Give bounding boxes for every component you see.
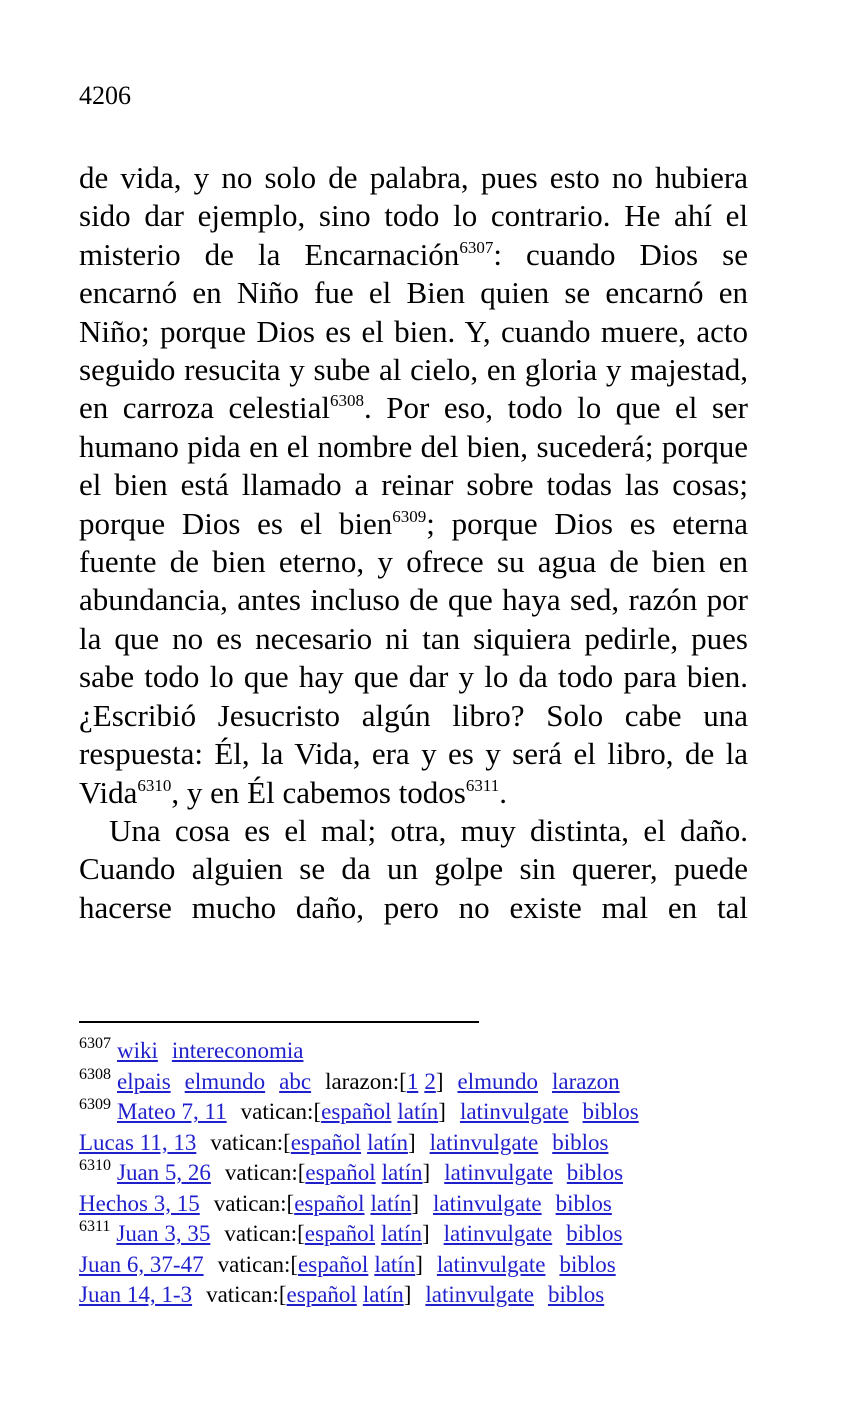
- footnote-separator: [79, 1021, 479, 1023]
- link-biblos[interactable]: biblos: [552, 1129, 609, 1155]
- paragraph-1: [79, 159, 748, 812]
- paragraph-1-text: : cuando Dios se encarnó en Niño fue el Bien quien se encarnó en Niño; porque Dios es el bien. Y, cuando muere, acto seguido resucita y sube al cielo, en gloria y majestad, en carroza celestial: [79, 236, 748, 426]
- link-vatican-latin[interactable]: latín: [381, 1221, 422, 1246]
- link-vatican-latin[interactable]: latín: [362, 1282, 404, 1307]
- link-latinvulgate[interactable]: latinvulgate: [425, 1282, 534, 1307]
- link-biblos[interactable]: biblos: [559, 1251, 616, 1277]
- footnote-ref-6310[interactable]: 6310: [137, 775, 172, 795]
- page-number: 4206: [79, 81, 131, 110]
- paragraph-1-text: ; porque Dios es eterna fuente de bien eterno, y ofrece su agua de bien en abundancia, antes incluso de que haya sed, razón por la que no es necesario ni tan siquiera pedirle, pues sabe todo lo que hay que dar y lo da todo para bien. ¿Escribió Jesucristo algún libro? Solo cabe una respuesta: Él, la Vida, era y es y será el libro, de la Vida: [79, 505, 749, 810]
- link-larazon[interactable]: larazon: [551, 1068, 620, 1094]
- bracket-close: ]: [422, 1160, 431, 1185]
- main-text: [79, 159, 748, 927]
- larazon-label: larazon:[: [325, 1068, 407, 1094]
- link-elmundo[interactable]: elmundo: [184, 1068, 266, 1094]
- link-bible-ref[interactable]: Juan 3, 35: [116, 1221, 211, 1246]
- footnote-ref-6308[interactable]: 6308: [330, 391, 365, 411]
- bracket-close: ]: [421, 1221, 430, 1246]
- footnote-ref-6307[interactable]: 6307: [459, 237, 494, 257]
- footnote-number: 6311: [79, 1218, 111, 1235]
- link-vatican-latin[interactable]: latín: [381, 1160, 423, 1185]
- footnote-6308: [79, 1067, 779, 1098]
- footnote-6310-continued: [79, 1189, 779, 1220]
- vatican-label: vatican:[: [224, 1160, 306, 1185]
- link-bible-ref[interactable]: Mateo 7, 11: [117, 1099, 227, 1124]
- link-abc[interactable]: abc: [279, 1068, 312, 1094]
- link-latinvulgate[interactable]: latinvulgate: [443, 1221, 553, 1246]
- link-vatican-espanol[interactable]: español: [305, 1160, 376, 1185]
- vatican-label: vatican:[: [213, 1190, 295, 1216]
- vatican-label: vatican:[: [224, 1221, 305, 1246]
- paragraph-1-text: . Por eso, todo lo que el ser humano pida en el nombre del bien, sucederá; porque el bien está llamado a reinar sobre todas las cosas; porque Dios es el bien: [79, 390, 749, 541]
- bracket-close: ]: [411, 1190, 420, 1216]
- link-bible-ref[interactable]: Juan 6, 37-47: [79, 1251, 204, 1277]
- vatican-label: vatican:[: [217, 1251, 299, 1277]
- link-vatican-latin[interactable]: latín: [374, 1251, 416, 1277]
- bracket-close: ]: [438, 1099, 446, 1124]
- link-elpais[interactable]: elpais: [117, 1068, 171, 1094]
- link-biblos[interactable]: biblos: [547, 1282, 605, 1307]
- link-latinvulgate[interactable]: latinvulgate: [444, 1160, 553, 1185]
- footnote-6307: [79, 1036, 779, 1067]
- footnote-number: 6310: [79, 1157, 111, 1174]
- footnote-6309: [79, 1097, 779, 1128]
- link-biblos[interactable]: biblos: [566, 1160, 624, 1185]
- vatican-label: vatican:[: [206, 1282, 287, 1307]
- link-biblos[interactable]: biblos: [555, 1190, 612, 1216]
- link-vatican-espanol[interactable]: español: [304, 1221, 376, 1246]
- link-latinvulgate[interactable]: latinvulgate: [459, 1099, 569, 1124]
- link-wiki[interactable]: wiki: [117, 1038, 158, 1063]
- link-vatican-espanol[interactable]: español: [286, 1282, 357, 1307]
- link-vatican-latin[interactable]: latín: [370, 1190, 412, 1216]
- footnote-6311: [79, 1219, 779, 1250]
- link-intereconomia[interactable]: intereconomia: [171, 1038, 304, 1063]
- link-vatican-espanol[interactable]: español: [294, 1190, 365, 1216]
- paragraph-1-text: , y en Él cabemos todos: [171, 774, 466, 810]
- link-vatican-latin[interactable]: latín: [367, 1129, 408, 1155]
- footnote-number: 6308: [79, 1065, 111, 1083]
- bracket-close: ]: [435, 1068, 444, 1094]
- paragraph-2: Una cosa es el mal; otra, muy distinta, el daño. Cuando alguien se da un golpe sin querer, puede hacerse mucho daño, pero no existe mal en tal: [79, 812, 748, 925]
- link-latinvulgate[interactable]: latinvulgate: [429, 1129, 539, 1155]
- bracket-close: ]: [415, 1251, 423, 1277]
- vatican-label: vatican:[: [210, 1129, 291, 1155]
- link-bible-ref[interactable]: Lucas 11, 13: [79, 1129, 197, 1155]
- footnote-6310: [79, 1158, 779, 1189]
- link-vatican-latin[interactable]: latín: [397, 1099, 439, 1124]
- footnote-6311-continued: [79, 1250, 779, 1281]
- paragraph-1-text: de vida, y no solo de palabra, pues esto no hubiera sido dar ejemplo, sino todo lo contrario. He ahí el misterio de la Encarnación: [79, 160, 748, 272]
- paragraph-1-text: .: [499, 774, 507, 810]
- link-biblos[interactable]: biblos: [566, 1221, 623, 1246]
- link-vatican-espanol[interactable]: español: [321, 1099, 392, 1124]
- footnote-6309-continued: [79, 1128, 779, 1159]
- link-latinvulgate[interactable]: latinvulgate: [433, 1190, 542, 1216]
- footnote-ref-6311[interactable]: 6311: [465, 775, 500, 795]
- footnote-6311-continued: [79, 1280, 779, 1311]
- link-bible-ref[interactable]: Juan 5, 26: [117, 1160, 211, 1185]
- bracket-close: ]: [407, 1129, 416, 1155]
- link-biblos[interactable]: biblos: [582, 1099, 639, 1124]
- vatican-label: vatican:[: [240, 1099, 322, 1124]
- link-latinvulgate[interactable]: latinvulgate: [436, 1251, 546, 1277]
- footnote-number: 6309: [79, 1096, 111, 1113]
- bracket-close: ]: [403, 1282, 412, 1307]
- link-elmundo[interactable]: elmundo: [457, 1068, 538, 1094]
- link-larazon-2[interactable]: 2: [424, 1068, 436, 1094]
- link-bible-ref[interactable]: Juan 14, 1-3: [79, 1282, 193, 1307]
- link-larazon-1[interactable]: 1: [406, 1068, 419, 1094]
- footnote-number: 6307: [79, 1035, 111, 1052]
- link-bible-ref[interactable]: Hechos 3, 15: [79, 1190, 200, 1216]
- link-vatican-espanol[interactable]: español: [298, 1251, 369, 1277]
- footnote-ref-6309[interactable]: 6309: [392, 506, 427, 526]
- footnotes: [79, 1036, 779, 1311]
- link-vatican-espanol[interactable]: español: [290, 1129, 362, 1155]
